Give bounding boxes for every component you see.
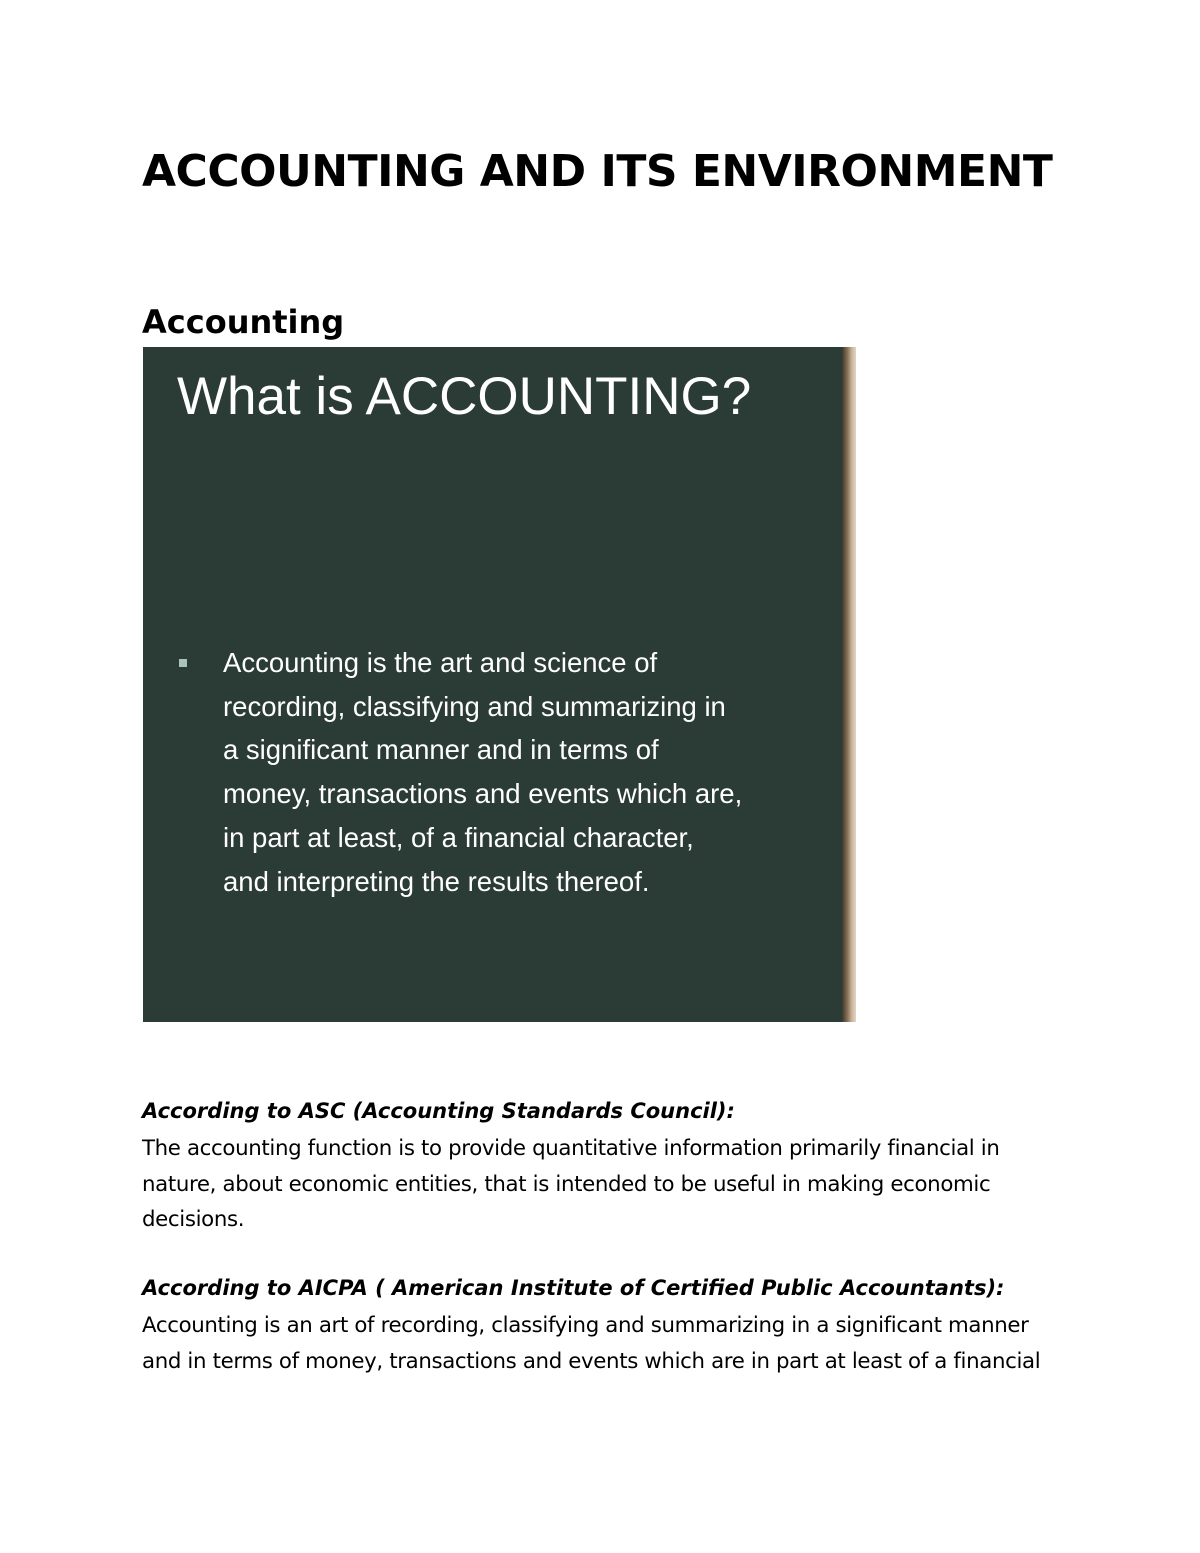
aicpa-definition-heading: According to AICPA ( American Institute of Certified Public Accountants): bbox=[142, 1276, 1005, 1300]
slide-bullet-text: Accounting is the art and science of recording, classifying and summarizing in a significant manner and in terms of money, transactions and events which are, in part at least, of a financial character, and interpreting the results thereof. bbox=[223, 647, 743, 897]
asc-definition-body: The accounting function is to provide quantitative information primarily financial in nature, about economic entities, that is intended to be useful in making economic decisions. bbox=[142, 1136, 1000, 1232]
slide-edge bbox=[842, 347, 856, 1022]
document-title: ACCOUNTING AND ITS ENVIRONMENT bbox=[142, 146, 1053, 197]
section-heading: Accounting bbox=[142, 303, 345, 341]
asc-definition-heading: According to ASC (Accounting Standards Council): bbox=[142, 1099, 735, 1123]
slide-title: What is ACCOUNTING? bbox=[177, 367, 752, 426]
slide-image bbox=[143, 347, 856, 1022]
aicpa-definition-body: Accounting is an art of recording, classifying and summarizing in a significant manner and in terms of money, transactions and events which are in part at least of a financial bbox=[142, 1313, 1041, 1374]
square-bullet-icon bbox=[179, 659, 187, 667]
